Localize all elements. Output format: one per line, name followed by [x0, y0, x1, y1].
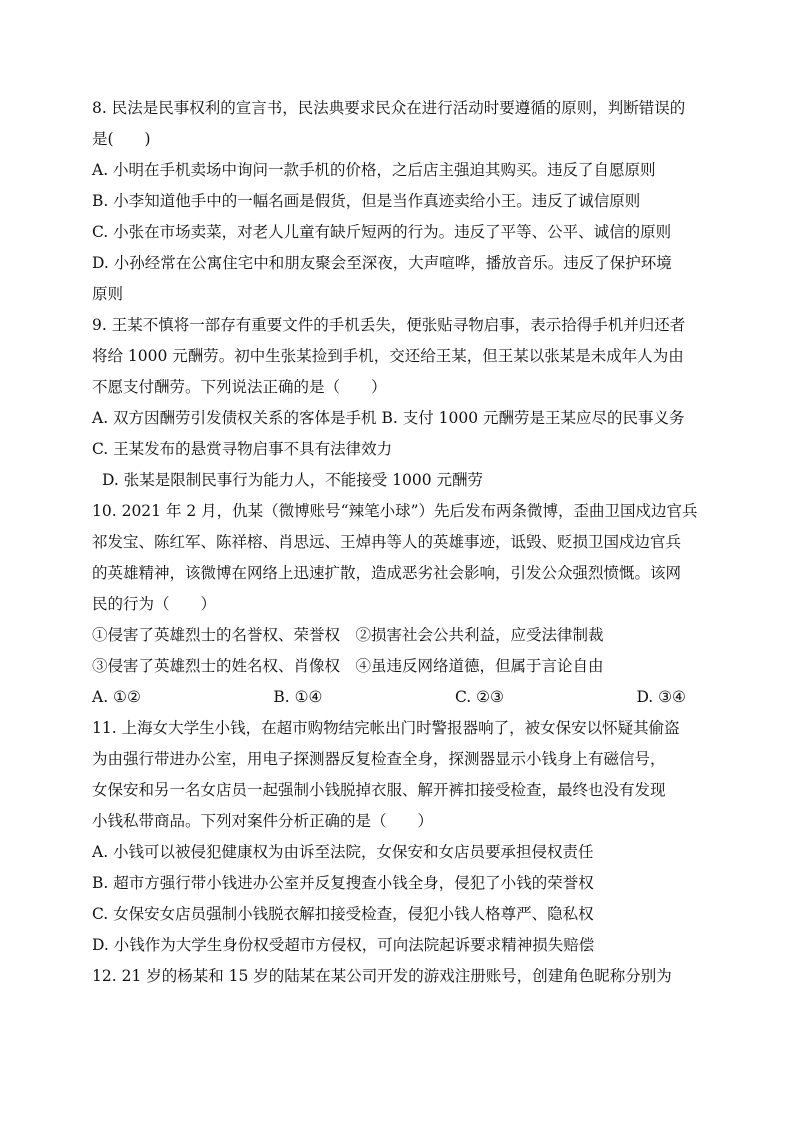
question-8-stem-line-1: 8. 民法是民事权利的宣言书，民法典要求民众在进行活动时要遵循的原则，判断错误的: [92, 99, 686, 117]
question-9-options-a-b: A. 双方因酬劳引发债权关系的客体是手机 B. 支付 1000 元酬劳是王某应尽的民事义务: [92, 409, 685, 427]
question-8-option-d: D. 小孙经常在公寓住宅中和朋友聚会至深夜，大声喧哗，播放音乐。违反了保护环境: [92, 254, 672, 272]
question-10-stem-line-3: 的英雄精神，该微博在网络上迅速扩散，造成恶劣社会影响，引发公众强烈愤慨。该网: [92, 564, 682, 582]
question-8-stem-line-2: 是( ): [92, 130, 151, 148]
question-11: [92, 713, 712, 961]
question-11-option-b: B. 超市方强行带小钱进办公室并反复搜查小钱全身，侵犯了小钱的荣誉权: [92, 874, 594, 892]
question-11-option-d: D. 小钱作为大学生身份权受超市方侵权，可向法院起诉要求精神损失赔偿: [92, 936, 595, 954]
question-9-option-c: C. 王某发布的悬赏寻物启事不具有法律效力: [92, 440, 393, 458]
question-12-stem-line-1: 12. 21 岁的杨某和 15 岁的陆某在某公司开发的游戏注册账号，创建角色昵称分别为: [92, 967, 672, 985]
question-8-option-c: C. 小张在市场卖菜，对老人儿童有缺斤短两的行为。违反了平等、公平、诚信的原则: [92, 223, 672, 241]
question-9-stem-line-1: 9. 王某不慎将一部存有重要文件的手机丢失，便张贴寻物启事，表示拾得手机并归还者: [92, 316, 686, 334]
question-10-statements-1-2: ①侵害了英雄烈士的名誉权、荣誉权 ②损害社会公共利益，应受法律制裁: [92, 626, 604, 644]
question-12: [92, 961, 712, 992]
question-10-choice-d: D. ③④: [636, 688, 686, 706]
question-11-stem-line-3: 女保安和另一名女店员一起强制小钱脱掉衣服、解开裤扣接受检查，最终也没有发现: [92, 781, 666, 799]
question-8-option-b: B. 小李知道他手中的一幅名画是假货，但是当作真迹卖给小王。违反了诚信原则: [92, 192, 641, 210]
question-11-option-c: C. 女保安女店员强制小钱脱衣解扣接受检查，侵犯小钱人格尊严、隐私权: [92, 905, 594, 923]
question-10-choice-a: A. ①②: [92, 688, 141, 706]
question-10-choice-b: B. ①④: [273, 688, 323, 706]
exam-page: [92, 93, 712, 992]
question-8: [92, 93, 712, 310]
question-11-stem-line-2: 为由强行带进办公室，用电子探测器反复检查全身，探测器显示小钱身上有磁信号，: [92, 750, 666, 768]
question-9-stem-line-3: 不愿支付酬劳。下列说法正确的是（ ）: [92, 378, 387, 396]
question-8-option-d-continued: 原则: [92, 285, 124, 303]
question-10-stem-line-1: 10. 2021 年 2 月，仇某（微博账号“辣笔小球”）先后发布两条微博，歪曲卫国戍边官兵: [92, 502, 698, 520]
question-11-stem-line-1: 11. 上海女大学生小钱，在超市购物结完帐出门时警报器响了，被女保安以怀疑其偷盗: [92, 719, 680, 737]
question-11-option-a: A. 小钱可以被侵犯健康权为由诉至法院，女保安和女店员要承担侵权责任: [92, 843, 594, 861]
question-11-stem-line-4: 小钱私带商品。下列对案件分析正确的是（ ）: [92, 812, 434, 830]
question-10-choices: [92, 682, 712, 713]
question-10-choice-c: C. ②③: [454, 688, 504, 706]
question-9: [92, 310, 712, 496]
question-10-stem-line-2: 祁发宝、陈红军、陈祥榕、肖思远、王焯冉等人的英雄事迹，诋毁、贬损卫国戍边官兵: [92, 533, 682, 551]
question-10-stem-line-4: 民的行为（ ）: [92, 595, 217, 613]
question-10: [92, 496, 712, 713]
question-8-option-a: A. 小明在手机卖场中询问一款手机的价格，之后店主强迫其购买。违反了自愿原则: [92, 161, 656, 179]
question-9-stem-line-2: 将给 1000 元酬劳。初中生张某捡到手机，交还给王某，但王某以张某是未成年人为由: [92, 347, 684, 365]
question-9-option-d: D. 张某是限制民事行为能力人，不能接受 1000 元酬劳: [102, 471, 484, 489]
question-10-statements-3-4: ③侵害了英雄烈士的姓名权、肖像权 ④虽违反网络道德，但属于言论自由: [92, 657, 604, 675]
